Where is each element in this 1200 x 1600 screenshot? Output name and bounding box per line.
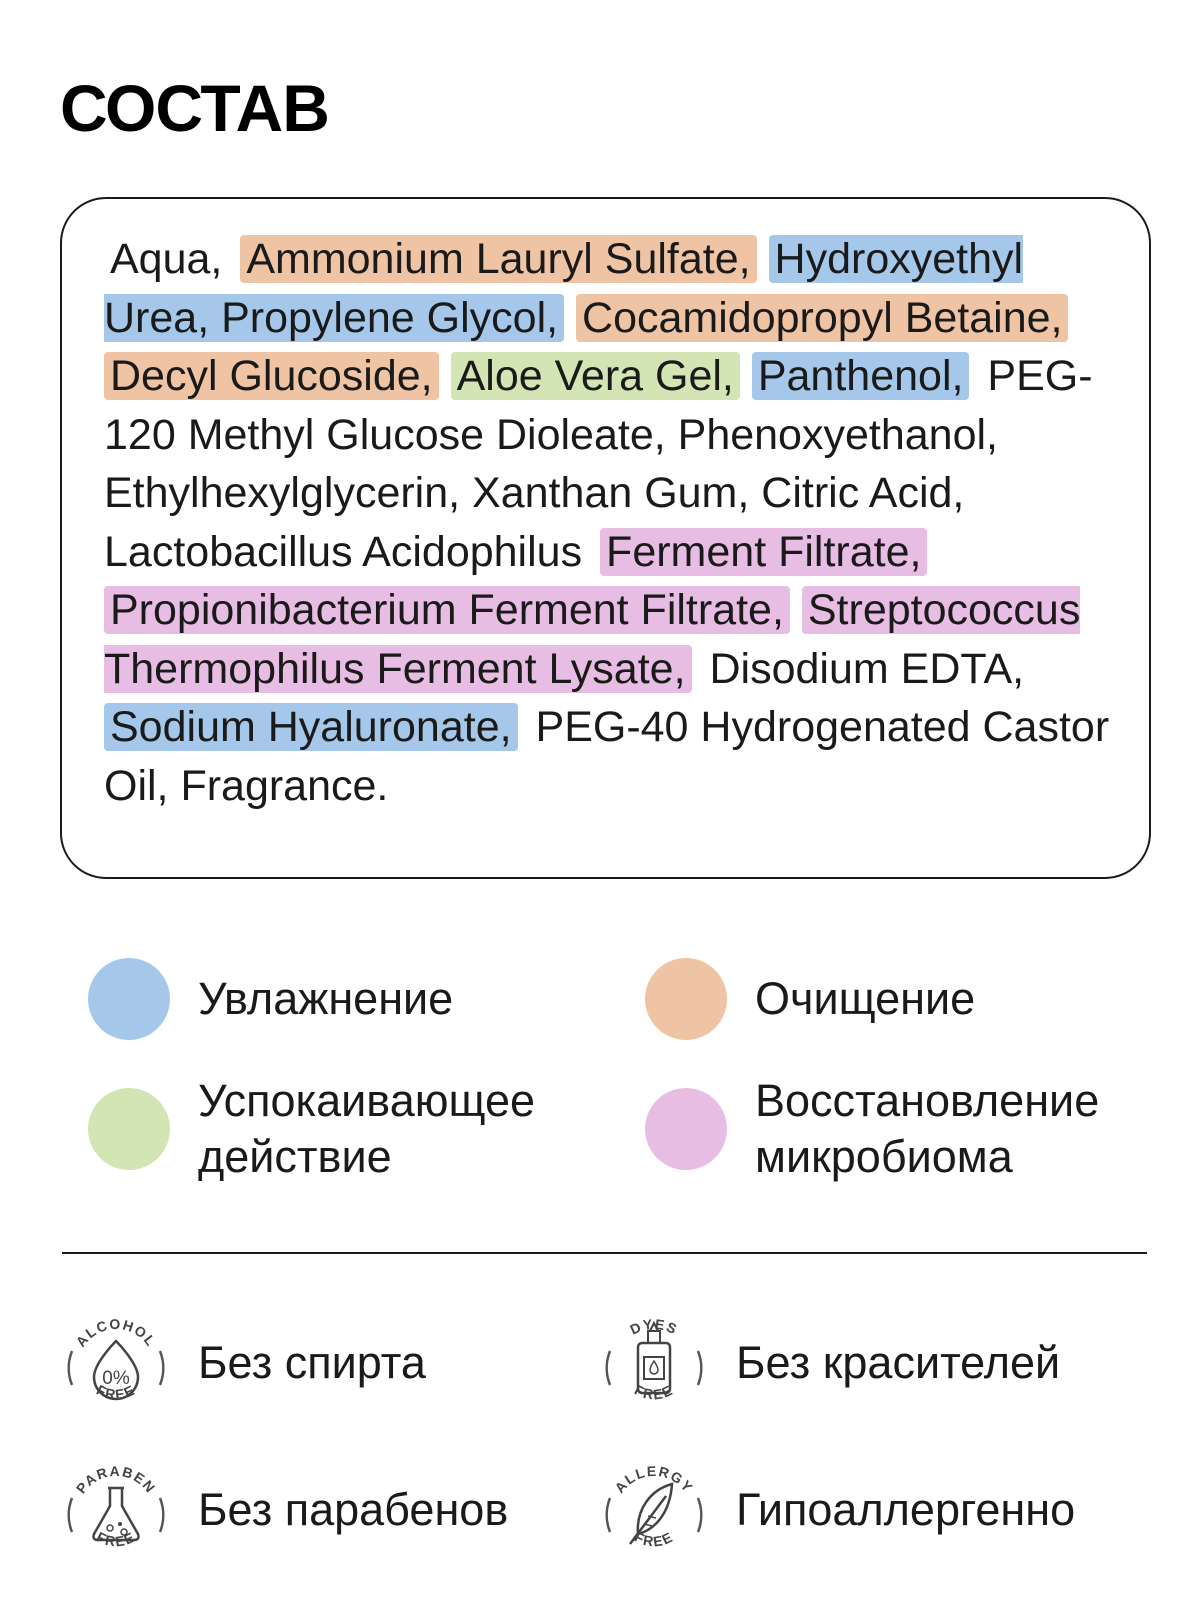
svg-text:DYES: DYES <box>627 1315 681 1338</box>
legend-item-cleansing <box>645 958 975 1040</box>
svg-text:FREE: FREE <box>94 1528 138 1550</box>
svg-text:FREE: FREE <box>94 1381 138 1403</box>
ingredient-8: Ferment Filtrate, <box>600 528 927 576</box>
cleansing-dot <box>645 958 727 1040</box>
legend-label-microbiome-line1: Восстановление <box>755 1075 1100 1126</box>
legend-label-soothing-line1: Успокаивающее <box>198 1075 536 1126</box>
ingredient-9: Propionibacterium Ferment Filtrate, <box>104 586 790 634</box>
microbiome-dot <box>645 1088 727 1170</box>
badge-allergy-free <box>600 1452 1075 1568</box>
legend-label-moisturizing: Увлажнение <box>198 973 454 1024</box>
allergy-free-icon <box>600 1452 708 1568</box>
ingredient-0: Aqua, <box>110 235 223 283</box>
badge-dyes-free <box>600 1305 1060 1421</box>
ingredient-2: Hydroxyethyl Urea, Propylene Glycol, <box>104 235 1024 342</box>
ingredient-10: Streptococcus Thermophilus Ferment Lysate, <box>104 586 1081 693</box>
ingredient-5: Aloe Vera Gel, <box>451 352 740 400</box>
dyes-free-icon <box>600 1305 708 1421</box>
legend-label-cleansing: Очищение <box>755 973 976 1024</box>
divider <box>62 1252 1147 1254</box>
badge-label-paraben: Без парабенов <box>198 1484 509 1535</box>
legend-item-soothing <box>88 1073 535 1185</box>
svg-text:PARABEN: PARABEN <box>72 1462 160 1497</box>
svg-text:FREE: FREE <box>632 1528 676 1550</box>
legend-label-microbiome-line2: микробиома <box>755 1131 1013 1182</box>
badge-alcohol-free <box>62 1305 426 1421</box>
badge-label-allergy: Гипоаллергенно <box>736 1484 1076 1535</box>
legend-label-soothing <box>198 1073 535 1185</box>
legend-label-microbiome <box>755 1073 1099 1185</box>
ingredient-12: Sodium Hyaluronate, <box>104 703 518 751</box>
alcohol-free-icon <box>62 1305 170 1421</box>
moisturizing-dot <box>88 958 170 1040</box>
badge-paraben-free <box>62 1452 508 1568</box>
page-title: СОСТАВ <box>60 71 329 145</box>
legend-item-microbiome <box>645 1073 1099 1185</box>
legend-item-moisturizing <box>88 958 453 1040</box>
ingredients-list <box>104 230 1124 815</box>
ingredient-4: Decyl Glucoside, <box>104 352 439 400</box>
svg-text:0%: 0% <box>102 1368 130 1389</box>
ingredient-3: Cocamidopropyl Betaine, <box>576 294 1068 342</box>
badge-label-alcohol: Без спирта <box>198 1337 426 1388</box>
ingredient-7: PEG-120 Methyl Glucose Dioleate, Phenoxyethanol, Ethylhexylglycerin, Xanthan Gum, Citric Acid, Lactobacillus Acidophilus <box>104 352 1093 576</box>
ingredient-11: Disodium EDTA, <box>709 644 1025 693</box>
soothing-dot <box>88 1088 170 1170</box>
ingredient-6: Panthenol, <box>752 352 970 400</box>
ingredient-1: Ammonium Lauryl Sulfate, <box>240 235 756 283</box>
badge-label-dyes: Без красителей <box>736 1337 1061 1388</box>
paraben-free-icon <box>62 1452 170 1568</box>
svg-text:ALLERGY: ALLERGY <box>611 1462 697 1496</box>
svg-text:ALCOHOL: ALCOHOL <box>72 1315 160 1350</box>
svg-text:FREE: FREE <box>632 1381 676 1403</box>
ingredient-13: PEG-40 Hydrogenated Castor Oil, Fragrance. <box>104 703 1110 810</box>
legend-label-soothing-line2: действие <box>198 1131 392 1182</box>
